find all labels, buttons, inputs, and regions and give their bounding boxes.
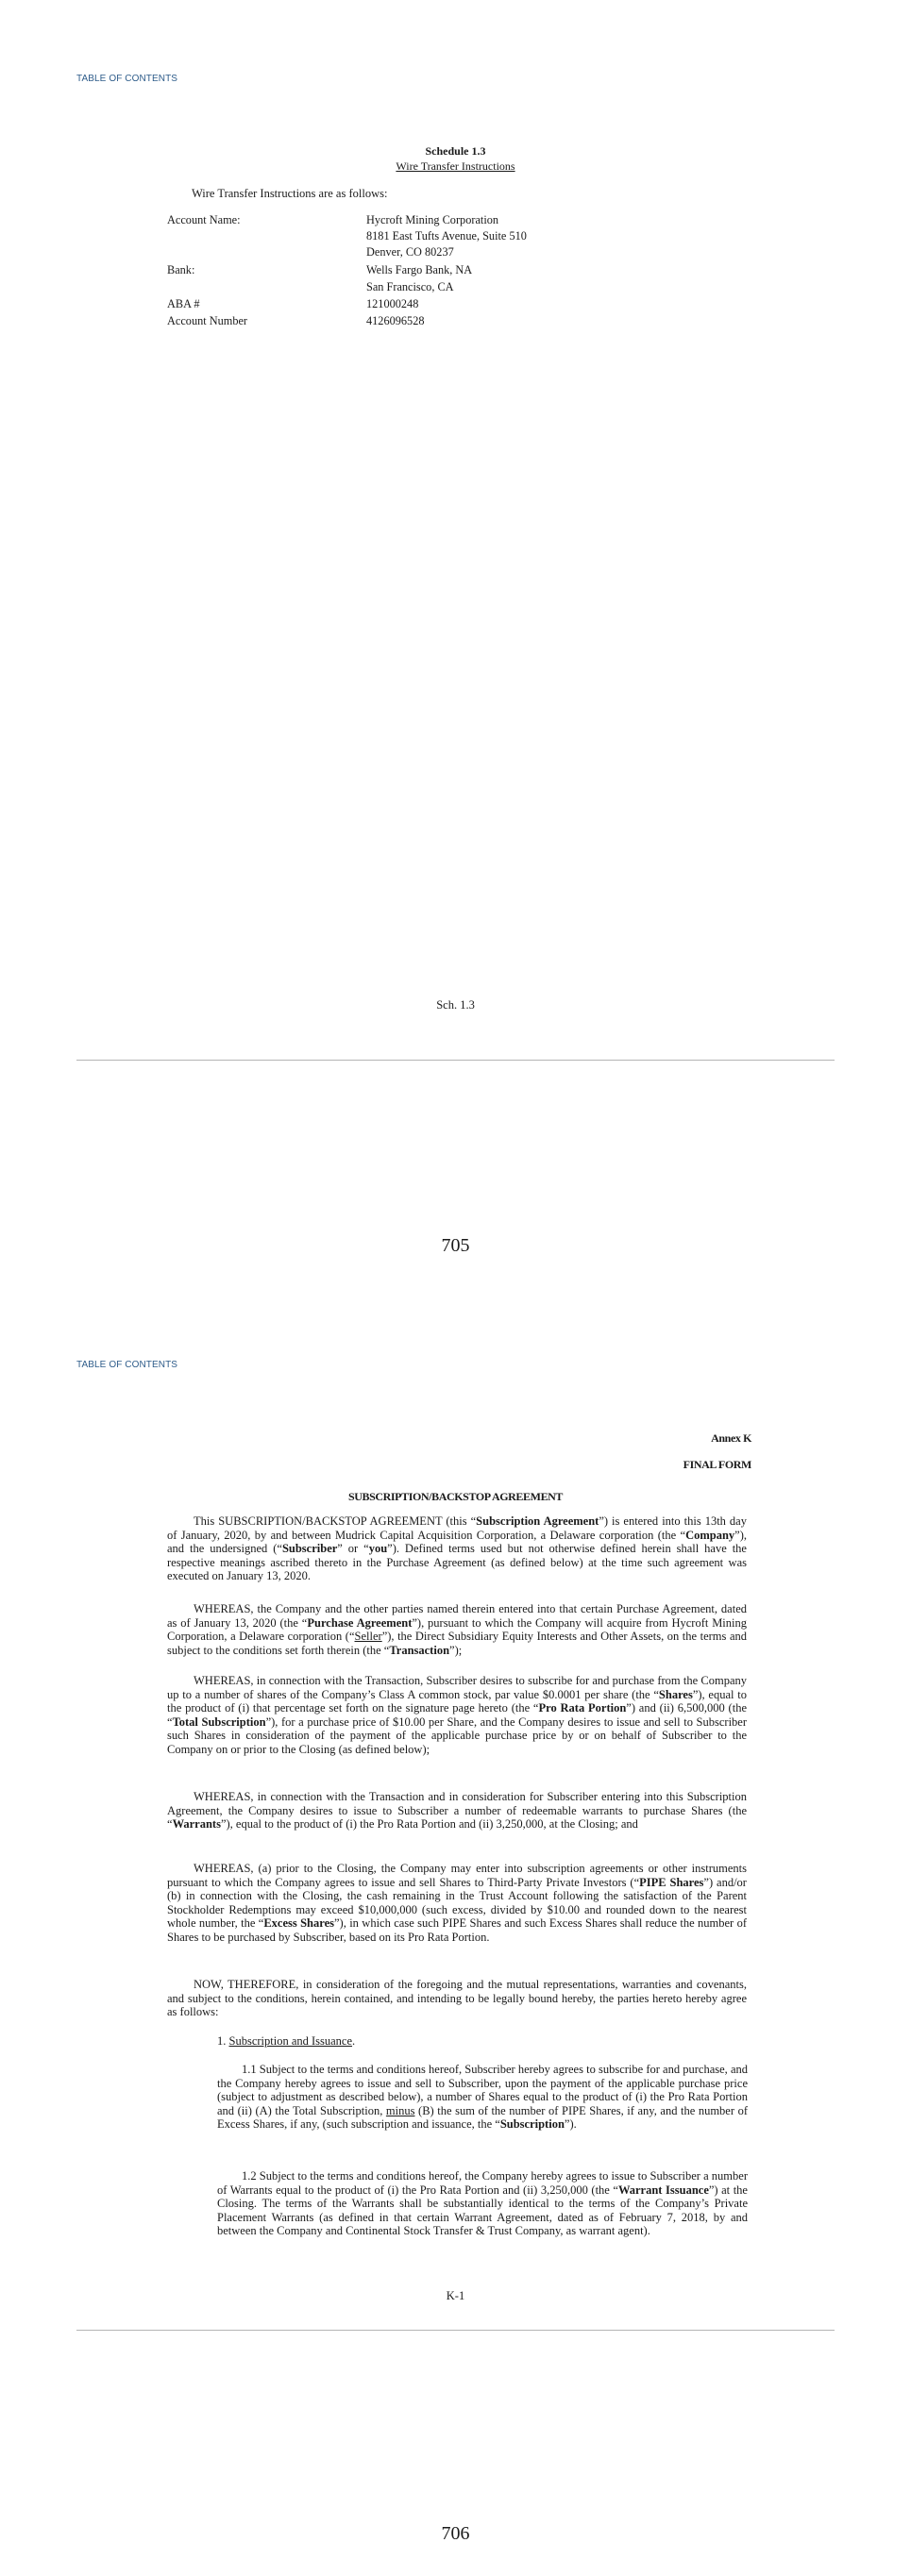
wire-label-bank: Bank: [167,263,195,276]
paragraph-whereas-pipe: WHEREAS, (a) prior to the Closing, the Company may enter into subscription agreements or other instruments pursuant to which the Company agrees to issue and sell Shares to Third-Party Private Investors (“PIPE Shares”) and/or (b) in connection with the Closing, the cash remaining in the Trust Account following the satisfaction of the Parent Stockholder Redemptions may exceed $10,000,000 (such excess, divided by $10.00 and rounded down to the nearest whole number, the “Excess Shares”), in which case such PIPE Shares and such Excess Shares shall reduce the number of Shares to be purchased by Subscriber, based on its Pro Rata Portion. [167,1862,747,1944]
wire-value-account-name: Hycroft Mining Corporation [366,213,499,226]
wire-value-bank: Wells Fargo Bank, NA [366,263,473,276]
wire-label-account-name: Account Name: [167,213,241,226]
annex-label: Annex K [711,1431,751,1445]
wire-value-account-number: 4126096528 [366,314,425,327]
wire-label-aba: ABA # [167,297,200,310]
section-1-1-paragraph: 1.1 Subject to the terms and conditions hereof, Subscriber hereby agrees to subscribe for and purchase, and the Company hereby agrees to issue and sell to Subscriber, upon the payment of the applicable purchase price (subject to adjustment as described below), a number of Shares equal to the product of (i) the Pro Rata Portion and (ii) (A) the Total Subscription, minus (B) the sum of the number of PIPE Shares, if any, and the number of Excess Shares, if any, (such subscription and issuance, the “Subscription”). [217,2063,748,2132]
section-1-2-paragraph: 1.2 Subject to the terms and conditions hereof, the Company hereby agrees to issue to Subscriber a number of Warrants equal to the product of (i) the Pro Rata Portion and (ii) 3,250,000 (the “Warrant Issuance”) at the Closing. The terms of the Warrants shall be substantially identical to the terms of the Company’s Private Placement Warrants (as defined in that certain Warrant Agreement, dated as of February 7, 2018, by and between the Company and Continental Stock Transfer & Trust Company, as warrant agent). [217,2169,748,2238]
agreement-title: SUBSCRIPTION/BACKSTOP AGREEMENT [347,1490,564,1503]
wire-intro-text: Wire Transfer Instructions are as follows: [192,187,388,200]
wire-value-aba: 121000248 [366,297,419,310]
table-of-contents-link[interactable]: TABLE OF CONTENTS [76,74,178,84]
annex-page-footer: K-1 [446,2289,465,2302]
section-1-heading: 1. Subscription and Issuance. [217,2034,356,2048]
page-divider [76,1060,835,1061]
wire-value-bank-city: San Francisco, CA [366,280,454,293]
wire-label-account-number: Account Number [167,314,248,327]
final-form-label: FINAL FORM [683,1458,751,1471]
paragraph-whereas-warrants: WHEREAS, in connection with the Transaction and in consideration for Subscriber entering into this Subscription Agreement, the Company desires to issue to Subscriber a number of redeemable warrants to purchase Shares (the “Warrants”), equal to the product of (i) the Pro Rata Portion and (ii) 3,250,000, at the Closing; and [167,1790,747,1832]
schedule-title: Schedule 1.3 [425,144,486,158]
paragraph-preamble: This SUBSCRIPTION/BACKSTOP AGREEMENT (this “Subscription Agreement”) is entered into this 13th day of January, 2020, by and between Mudrick Capital Acquisition Corporation, a Delaware corporation (the “Company”), and the undersigned (“Subscriber” or “you”). Defined terms used but not otherwise defined herein shall have the respective meanings ascribed thereto in the Purchase Agreement (as defined below) at the time such agreement was executed on January 13, 2020. [167,1514,747,1583]
schedule-footer: Sch. 1.3 [436,998,475,1012]
schedule-subtitle: Wire Transfer Instructions [396,159,515,173]
paragraph-whereas-purchase: WHEREAS, the Company and the other parties named therein entered into that certain Purchase Agreement, dated as of January 13, 2020 (the “Purchase Agreement”), pursuant to which the Company will acquire from Hycroft Mining Corporation, a Delaware corporation (“Seller”), the Direct Subsidiary Equity Interests and Other Assets, on the terms and subject to the conditions set forth therein (the “Transaction”); [167,1602,748,1657]
page-number: 705 [441,1235,470,1256]
wire-value-city: Denver, CO 80237 [366,245,454,259]
page-divider [76,2330,835,2331]
wire-value-address: 8181 East Tufts Avenue, Suite 510 [366,229,527,243]
paragraph-whereas-shares: WHEREAS, in connection with the Transaction, Subscriber desires to subscribe for and purchase from the Company up to a number of shares of the Company’s Class A common stock, par value $0.0001 per share (the “Shares”), equal to the product of (i) that percentage set forth on the signature page hereto (the “Pro Rata Portion”) and (ii) 6,500,000 (the “Total Subscription”), for a purchase price of $10.00 per Share, and the Company desires to issue and sell to Subscriber such Shares in consideration of the payment of the applicable purchase price by or on behalf of Subscriber to the Company on or prior to the Closing (as defined below); [167,1674,748,1756]
page-number: 706 [441,2523,470,2544]
table-of-contents-link[interactable]: TABLE OF CONTENTS [76,1360,178,1370]
paragraph-now-therefore: NOW, THEREFORE, in consideration of the foregoing and the mutual representations, warranties and covenants, and subject to the conditions, herein contained, and intending to be legally bound hereby, the parties hereto hereby agree as follows: [167,1978,747,2019]
